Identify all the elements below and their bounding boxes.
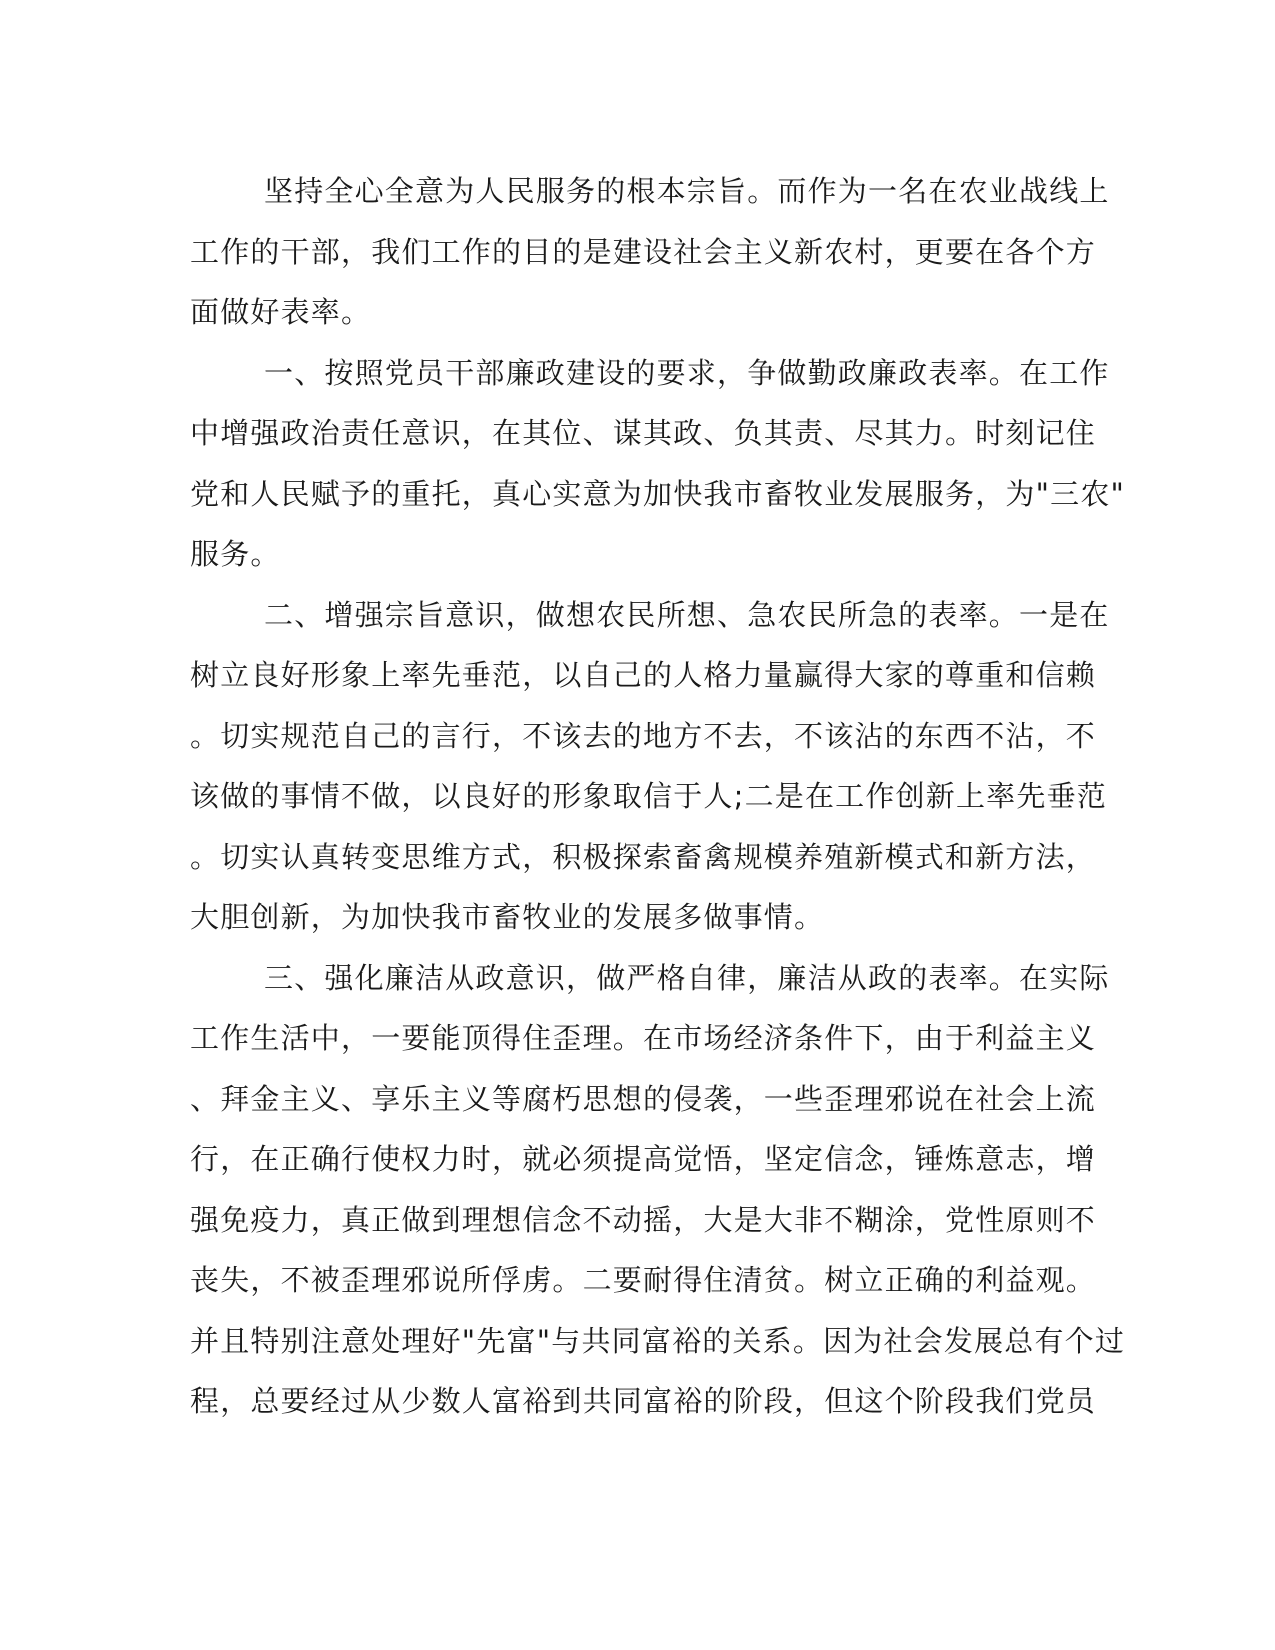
text-line: 二、增强宗旨意识，做想农民所想、急农民所急的表率。一是在 bbox=[264, 597, 1110, 632]
text-line: 三、强化廉洁从政意识，做严格自律，廉洁从政的表率。在实际 bbox=[264, 960, 1110, 995]
text-line: 该做的事情不做，以良好的形象取信于人;二是在工作创新上率先垂范 bbox=[190, 779, 1107, 813]
text-line: 丧失，不被歪理邪说所俘虏。二要耐得住清贫。树立正确的利益观。 bbox=[190, 1263, 1097, 1297]
text-line: 程，总要经过从少数人富裕到共同富裕的阶段，但这个阶段我们党员 bbox=[190, 1384, 1097, 1418]
body-text bbox=[190, 161, 1126, 1432]
text-line: 强免疫力，真正做到理想信念不动摇，大是大非不糊涂，党性原则不 bbox=[190, 1202, 1097, 1237]
text-line: 。切实认真转变思维方式，积极探索畜禽规模养殖新模式和新方法， bbox=[190, 839, 1097, 874]
text-line: 。切实规范自己的言行，不该去的地方不去，不该沾的东西不沾，不 bbox=[190, 718, 1097, 753]
text-line: 并且特别注意处理好"先富"与共同富裕的关系。因为社会发展总有个过 bbox=[190, 1323, 1126, 1358]
text-line: 中增强政治责任意识，在其位、谋其政、负其责、尽其力。时刻记住 bbox=[190, 416, 1097, 450]
text-line: 工作的干部，我们工作的目的是建设社会主义新农村，更要在各个方 bbox=[190, 234, 1097, 269]
text-line: 工作生活中，一要能顶得住歪理。在市场经济条件下，由于利益主义 bbox=[190, 1021, 1097, 1055]
text-line: 、拜金主义、享乐主义等腐朽思想的侵袭，一些歪理邪说在社会上流 bbox=[190, 1081, 1097, 1116]
text-line: 党和人民赋予的重托，真心实意为加快我市畜牧业发展服务，为"三农" bbox=[190, 476, 1126, 511]
text-line: 面做好表率。 bbox=[190, 295, 372, 329]
text-line: 坚持全心全意为人民服务的根本宗旨。而作为一名在农业战线上 bbox=[264, 174, 1110, 208]
text-line: 一、按照党员干部廉政建设的要求，争做勤政廉政表率。在工作 bbox=[264, 355, 1110, 390]
text-line: 服务。 bbox=[190, 537, 281, 571]
text-line: 树立良好形象上率先垂范，以自己的人格力量赢得大家的尊重和信赖 bbox=[190, 658, 1097, 692]
text-line: 行，在正确行使权力时，就必须提高觉悟，坚定信念，锤炼意志，增 bbox=[190, 1142, 1097, 1176]
text-line: 大胆创新，为加快我市畜牧业的发展多做事情。 bbox=[190, 900, 825, 934]
